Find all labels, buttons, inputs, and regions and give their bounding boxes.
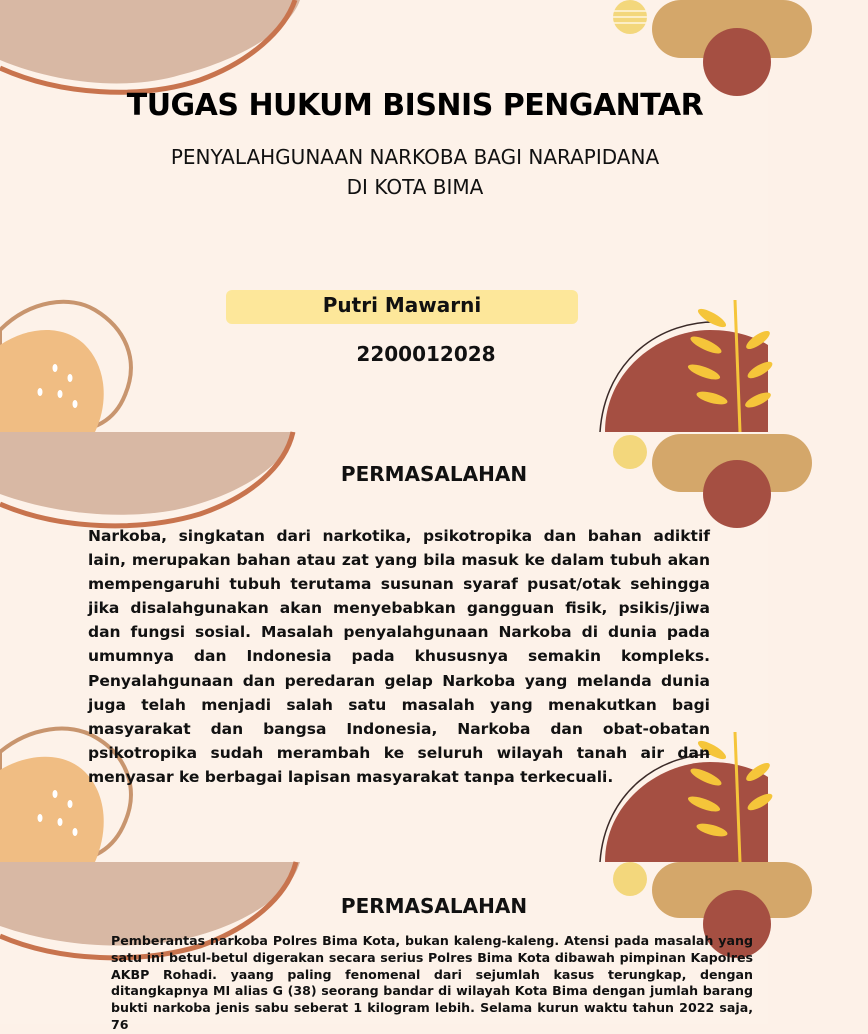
slide-problem-1 xyxy=(0,432,768,862)
circle-maroon-icon xyxy=(703,28,771,96)
section-heading: PERMASALAHAN xyxy=(340,462,528,486)
section-body: Narkoba, singkatan dari narkotika, psikotropika dan bahan adiktif lain, merupakan bahan atau zat yang bila masuk ke dalam tubuh akan mempengaruhi tubuh terutama susunan syaraf pusat/otak sehingga jika disalahgunakan akan menyebabkan gangguan fisik, psikis/jiwa dan fungsi sosial. Masalah penyalahgunaan Narkoba di dunia pada umumnya dan Indonesia pada khususnya semakin kompleks. Penyalahgunaan dan peredaran gelap Narkoba yang melanda dunia juga telah menjadi salah satu masalah yang menakutkan bagi masyarakat dan bangsa Indonesia, Narkoba dan obat-obatan psikotropika sudah merambah ke seluruh wilayah tanah air dan menyasar ke berbagai lapisan masyarakat tanpa terkecuali. xyxy=(88,527,710,786)
decorative-background xyxy=(0,0,768,432)
slide-cover xyxy=(0,0,768,432)
slide-problem-2 xyxy=(0,862,768,1032)
author-name: Putri Mawarni xyxy=(322,293,482,317)
student-id: 2200012028 xyxy=(356,342,496,366)
section-heading: PERMASALAHAN xyxy=(340,894,528,918)
subtitle-line-2: DI KOTA BIMA xyxy=(346,175,484,199)
page-title: TUGAS HUKUM BISNIS PENGANTAR xyxy=(126,88,704,123)
page-subtitle xyxy=(0,142,830,202)
blob-top-left xyxy=(0,0,300,83)
section-body: Pemberantas narkoba Polres Bima Kota, bukan kaleng-kaleng. Atensi pada masalah yang satu ini betul-betul digerakan secara serius Polres Bima Kota dibawah pimpinan Kapolres AKBP Rohadi. yaang paling fenomenal dari sejumlah kasus terungkap, dengan ditangkapnya MI alias G (38) seorang bandar di wilayah Kota Bima dengan jumlah barang bukti narkoba jenis sabu seberat 1 kilogram lebih. Selama kurun waktu tahun 2022 saja, 76 xyxy=(111,933,753,1032)
half-circle-maroon-icon xyxy=(605,330,768,432)
subtitle-line-1: PENYALAHGUNAAN NARKOBA BAGI NARAPIDANA xyxy=(170,145,660,169)
